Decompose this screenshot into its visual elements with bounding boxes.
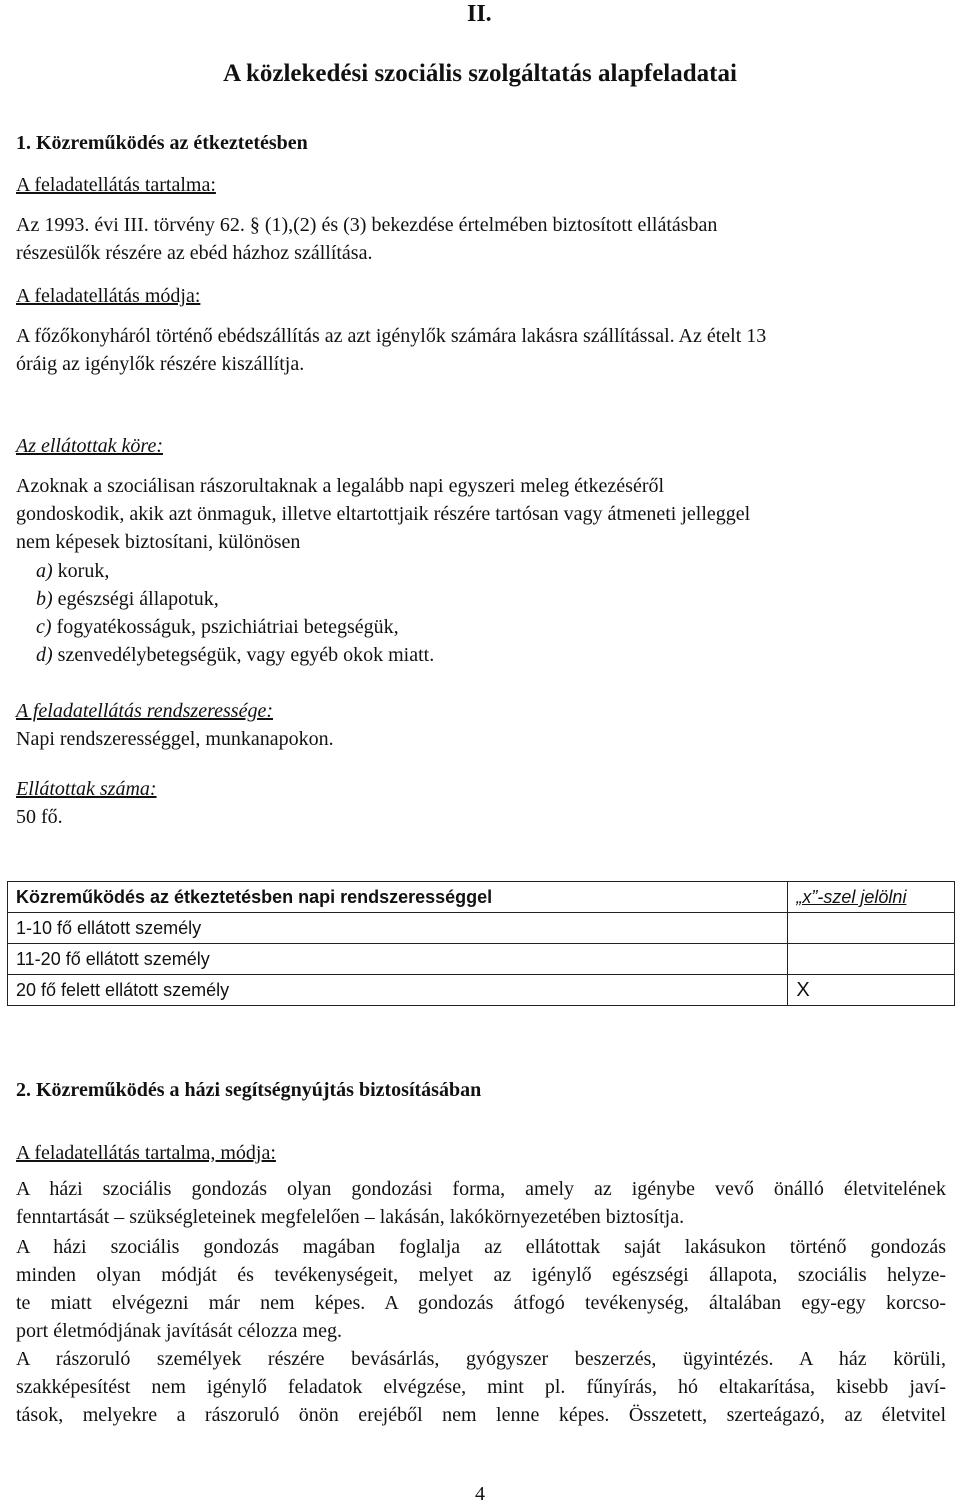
page-number: 4 xyxy=(475,1483,485,1505)
list-item: c) fogyatékosságuk, pszichiátriai betegségük, xyxy=(36,616,399,638)
table-header-label: Közreműködés az étkeztetésben napi rendszerességgel xyxy=(8,882,788,913)
text-line: Azoknak a szociálisan rászorultaknak a legalább napi egyszeri meleg étkezéséről xyxy=(16,475,665,497)
section1-count-value: 50 fő. xyxy=(16,806,63,828)
section2-paragraph-2 xyxy=(16,1233,946,1345)
section1-regularity-label: A feladatellátás rendszeressége: xyxy=(16,700,273,722)
section1-content xyxy=(16,211,946,267)
section1-regularity-value: Napi rendszerességgel, munkanapokon. xyxy=(16,728,334,750)
recipients-list xyxy=(36,557,434,669)
text-line: szakképesítést nem igénylő feladatok elvégzése, mint pl. fűnyírás, hó eltakarítása, kisebb javí- xyxy=(16,1376,946,1398)
text-line: A házi szociális gondozás olyan gondozási forma, amely az igénybe vevő önálló életvitelének xyxy=(16,1178,946,1200)
text-line: Az 1993. évi III. törvény 62. § (1),(2) és (3) bekezdése értelmében biztosított ellátásban xyxy=(16,214,718,236)
text-line: port életmódjának javítását célozza meg. xyxy=(16,1320,342,1342)
text-line: nem képesek biztosítani, különösen xyxy=(16,531,301,553)
text-line: te miatt elvégezni már nem képes. A gondozás átfogó tevékenység, általában egy-egy korcso- xyxy=(16,1292,946,1314)
text-line: tások, melyekre a rászoruló önön erejéből nem lenne képes. Összetett, szerteágazó, az életvitel xyxy=(16,1404,946,1426)
list-item: a) koruk, xyxy=(36,560,110,582)
section2-heading: 2. Közreműködés a házi segítségnyújtás biztosításában xyxy=(16,1079,482,1101)
section1-count-label: Ellátottak száma: xyxy=(16,778,157,800)
text-line: A főzőkonyháról történő ebédszállítás az azt igénylők számára lakásra szállítással. Az ételt 13 xyxy=(16,325,767,347)
section1-mode xyxy=(16,322,946,378)
section2-paragraph-3 xyxy=(16,1345,946,1429)
table-header-mark-label: „x”-szel jelölni xyxy=(788,882,955,913)
section1-mode-label: A feladatellátás módja: xyxy=(16,285,201,307)
page-title: A közlekedési szociális szolgáltatás alapfeladatai xyxy=(223,60,737,87)
text-line: minden olyan módját és tevékenységeit, melyet az igénylő egészségi állapota, szociális helyze- xyxy=(16,1264,946,1286)
section1-heading: 1. Közreműködés az étkeztetésben xyxy=(16,132,308,154)
section1-content-label: A feladatellátás tartalma: xyxy=(16,174,216,196)
section2-content-label: A feladatellátás tartalma, módja: xyxy=(16,1142,276,1164)
text-line: A rászoruló személyek részére bevásárlás, gyógyszer beszerzés, ügyintézés. A ház körüli, xyxy=(16,1348,946,1370)
chapter-label: II. xyxy=(467,1,492,27)
table-cell-label: 20 fő felett ellátott személy xyxy=(8,975,788,1006)
section1-recipients xyxy=(16,472,946,556)
catering-table xyxy=(7,881,955,1006)
table-cell-mark xyxy=(788,944,955,975)
text-line: óráig az igénylők részére kiszállítja. xyxy=(16,353,305,375)
text-line: részesülők részére az ebéd házhoz szállítása. xyxy=(16,242,373,264)
list-item: d) szenvedélybetegségük, vagy egyéb okok miatt. xyxy=(36,644,435,666)
table-cell-label: 11-20 fő ellátott személy xyxy=(8,944,788,975)
list-item: b) egészségi állapotuk, xyxy=(36,588,219,610)
table-row xyxy=(8,944,955,975)
table-cell-mark: X xyxy=(788,975,955,1006)
table-header-row xyxy=(8,882,955,913)
text-line: gondoskodik, akik azt önmaguk, illetve eltartottjaik részére tartósan vagy átmeneti jelleggel xyxy=(16,503,751,525)
table-row xyxy=(8,913,955,944)
table-cell-label: 1-10 fő ellátott személy xyxy=(8,913,788,944)
text-line: A házi szociális gondozás magában foglalja az ellátottak saját lakásukon történő gondozás xyxy=(16,1236,946,1258)
table-row xyxy=(8,975,955,1006)
section2-paragraph-1 xyxy=(16,1175,946,1231)
text-line: fenntartását – szükségleteinek megfelelően – lakásán, lakókörnyezetében biztosítja. xyxy=(16,1206,685,1228)
section1-recipients-label: Az ellátottak köre: xyxy=(16,435,163,457)
table-cell-mark xyxy=(788,913,955,944)
